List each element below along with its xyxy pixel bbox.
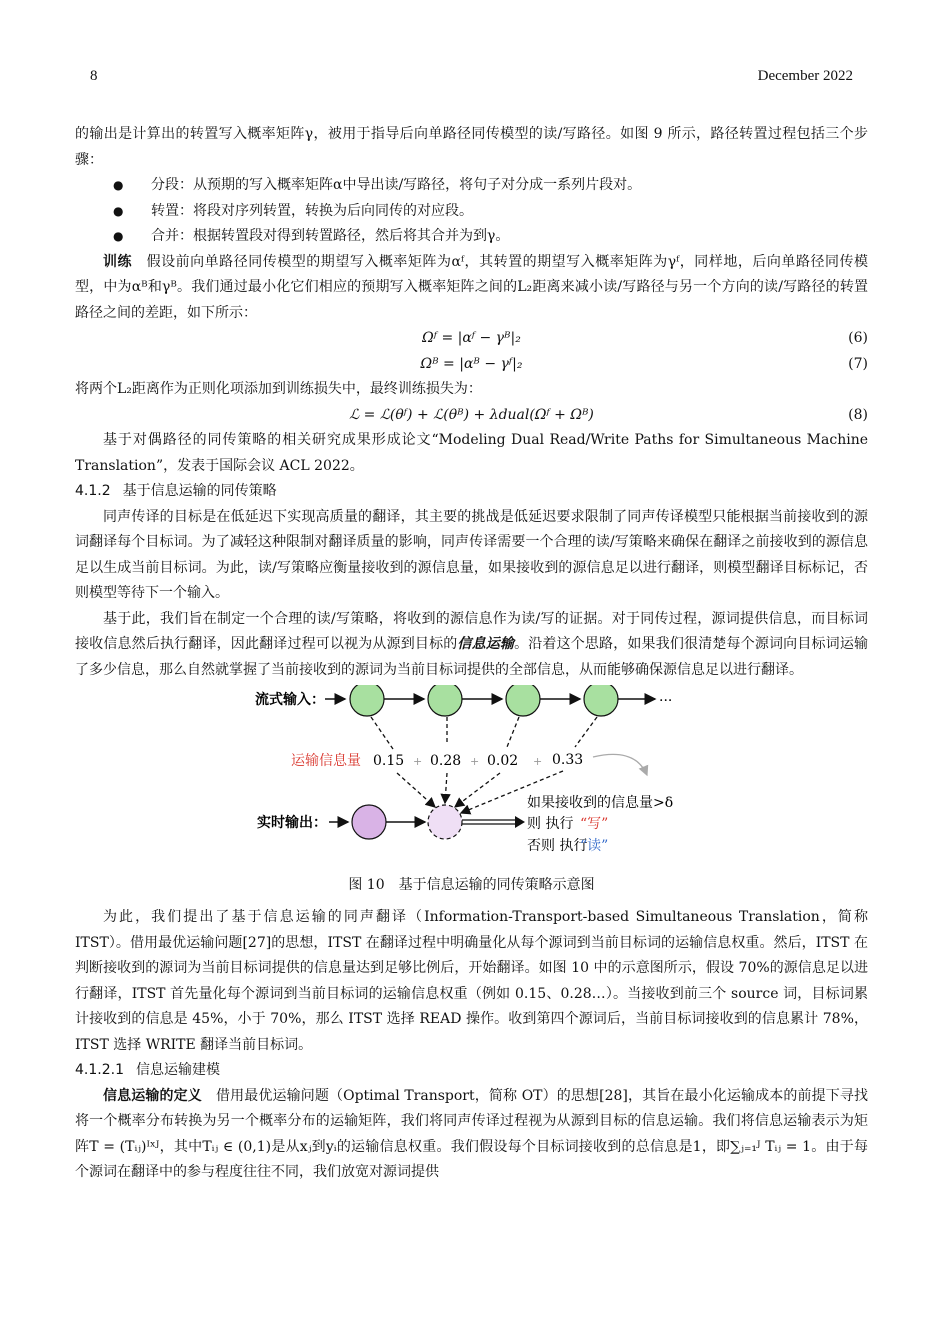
source-token-3 — [506, 685, 540, 716]
transport-value-4: 0.33 — [552, 752, 584, 768]
source-token-4 — [584, 685, 618, 716]
figure-diagram — [75, 685, 868, 873]
basis-emphasis: 信息运输 — [457, 636, 515, 652]
equation-body: Ωᴮ = |αᴮ − γᶠ|₂ — [420, 355, 523, 372]
bullet-merge — [75, 224, 868, 250]
equation-7 — [75, 352, 868, 378]
training-label: 训练 — [103, 253, 133, 270]
dashed-link-4a — [575, 717, 597, 747]
paragraph-transpose-intro: 的输出是计算出的转置写入概率矩阵γ，被用于指导后向单路径同传模型的读/写路径。如图 9 所示，路径转置过程包括三个步骤： — [75, 126, 868, 168]
equation-8 — [75, 403, 868, 429]
plus-sign: + — [533, 755, 543, 768]
page-date: December 2022 — [757, 68, 853, 84]
plus-sign: + — [470, 755, 480, 768]
paragraph-itst: 为此，我们提出了基于信息运输的同声翻译（Information-Transport-based Simultaneous Translation，简称ITST）。借用最优运输问题[27]的思想，ITST 在翻译过程中明确量化从每个源词到当前目标词的运输信息权重。然后，ITST 在判断接收到的源词为当前目标词提供的信息量达到足够比例后，开始翻译。如图 10 中的示意图所示，假设 70%的源信息足以进行翻译，ITST 首先量化每个源词到当前目标词的运输信息权重（例如 0.15、0.28…）。当接收到前三个 source 词，目标词累计接收到的信息是 45%，小于 70%，那么 ITST 选择 READ 操作。收到第四个源词后，当前目标词接收到的信息累计 78%，ITST 选择 WRITE 翻译当前目标词。 — [75, 909, 868, 1053]
basis-text: 基于此，我们旨在制定一个合理的读/写策略，将收到的源信息作为读/写的证据。对于同传过程，源词提供信息，而目标词接收信息然后执行翻译，因此翻译过程可以视为从源到目标的 — [75, 610, 868, 652]
rule-write: “写” — [580, 816, 609, 832]
page-number: 8 — [90, 68, 98, 84]
plus-sign: + — [413, 755, 423, 768]
definition-label: 信息运输的定义 — [103, 1087, 202, 1104]
rule-write-prefix: 则 执行 — [527, 816, 574, 832]
ellipsis: ··· — [659, 693, 673, 709]
section-heading-4-1-2 — [75, 479, 868, 505]
figure-10 — [75, 685, 868, 873]
section-title: 信息运输建模 — [135, 1062, 220, 1078]
dashed-link-1a — [371, 717, 393, 749]
bullet-transpose — [75, 199, 868, 225]
section-heading-4-1-2-1 — [75, 1058, 868, 1084]
rule-read: “读” — [580, 838, 609, 854]
dashed-link-2b — [445, 773, 447, 803]
paragraph-goal: 同声传译的目标是在低延迟下实现高质量的翻译，其主要的挑战是低延迟要求限制了同声传译模型只能根据当前接收到的源词翻译每个目标词。为了减轻这种限制对翻译质量的影响，同声传译需要一个合理的读/写策略来确保在翻译之前接收到的源信息足以生成当前目标词。为此，读/写策略应衡量接收到的源信息量，如果接收到的源信息足以进行翻译，则模型翻译目标标记，否则模型等待下一个输入。 — [75, 508, 868, 601]
page-body — [75, 122, 868, 1186]
transport-value-1: 0.15 — [373, 753, 405, 769]
double-arrow-head — [515, 816, 525, 828]
rule-condition: 如果接收到的信息量>δ — [527, 795, 674, 811]
rule-read-prefix: 否则 执行 — [527, 838, 588, 854]
bullet-dot-icon: ● — [113, 203, 124, 218]
equation-number: (8) — [848, 406, 868, 423]
paragraph-basis — [75, 607, 868, 684]
bullet-dot-icon: ● — [113, 229, 124, 243]
dashed-link-3a — [507, 717, 519, 747]
bullet-segment — [75, 173, 868, 199]
output-token-1 — [352, 805, 386, 839]
equation-body: Ωᶠ = |αᶠ − γᴮ|₂ — [422, 330, 521, 346]
paragraph-dual-result: 基于对偶路径的同传策略的相关研究成果形成论文“Modeling Dual Read/Write Paths for Simultaneous Machine Translation”，发表于国际会议 ACL 2022。 — [75, 432, 868, 474]
equation-6 — [75, 326, 868, 352]
output-token-current — [428, 805, 462, 839]
curved-flow-arrow — [593, 754, 647, 775]
equation-number: (6) — [848, 330, 868, 346]
bullet-dot-icon: ● — [113, 178, 124, 192]
source-token-2 — [428, 685, 462, 716]
figure-caption: 图 10 基于信息运输的同传策略示意图 — [348, 877, 595, 893]
section-number: 4.1.2.1 — [75, 1062, 124, 1078]
source-token-1 — [350, 685, 384, 716]
dashed-link-3b — [455, 773, 500, 807]
stream-input-label: 流式输入： — [255, 692, 325, 708]
paragraph-regularization: 将两个L₂距离作为正则化项添加到训练损失中，最终训练损失为： — [75, 381, 482, 397]
bullet-text: 合并：根据转置段对得到转置路径，然后将其合并为到γ。 — [151, 228, 510, 244]
dashed-link-1b — [397, 773, 435, 807]
paragraph-definition — [75, 1084, 868, 1186]
training-text: 假设前向单路径同传模型的期望写入概率矩阵为αᶠ，其转置的期望写入概率矩阵为γᶠ，同样地，后向单路径同传模型，中为αᴮ和γᴮ。我们通过最小化它们相应的预期写入概率矩阵之间的L₂距离来减小读/写路径与另一个方向的读/写路径的转置路径之间的差距，如下所示： — [75, 253, 869, 321]
transport-value-3: 0.02 — [487, 753, 519, 769]
equation-body: ℒ = ℒ(θᶠ) + ℒ(θᴮ) + λdual(Ωᶠ + Ωᴮ) — [349, 406, 594, 423]
realtime-output-label: 实时输出： — [257, 815, 327, 831]
equation-number: (7) — [848, 355, 868, 372]
definition-text: 借用最优运输问题（Optimal Transport，简称 OT）的思想[28]，其旨在最小化运输成本的前提下寻找将一个概率分布转换为另一个概率分布的运输矩阵，我们将同声传译过程视为从源到目标的信息运输。我们将信息运输表示为矩阵T = (Tᵢⱼ)ᴵˣᴶ，其中Tᵢⱼ ∈ (0,1)是从xⱼ到yᵢ的运输信息权重。我们假设每个目标词接收到的总信息是1，即∑ⱼ₌₁ᴶ Tᵢⱼ = 1。由于每个源词在翻译中的参与程度往往不同，我们放宽对源词提供 — [75, 1087, 868, 1180]
transport-label: 运输信息量 — [291, 753, 361, 769]
basis-text-rest: 。沿着这个思路，如果我们很清楚每个源词向目标词运输了多少信息，那么自然就掌握了当前接收到的源词为当前目标词提供的全部信息，从而能够确保源信息足以进行翻译。 — [75, 636, 869, 678]
section-title: 基于信息运输的同传策略 — [122, 483, 277, 499]
bullet-text: 分段：从预期的写入概率矩阵α中导出读/写路径，将句子对分成一系列片段对。 — [151, 177, 642, 193]
paragraph-training — [75, 250, 868, 327]
transport-value-2: 0.28 — [430, 753, 462, 769]
bullet-text: 转置：将段对序列转置，转换为后向同传的对应段。 — [151, 202, 473, 219]
section-number: 4.1.2 — [75, 483, 111, 499]
